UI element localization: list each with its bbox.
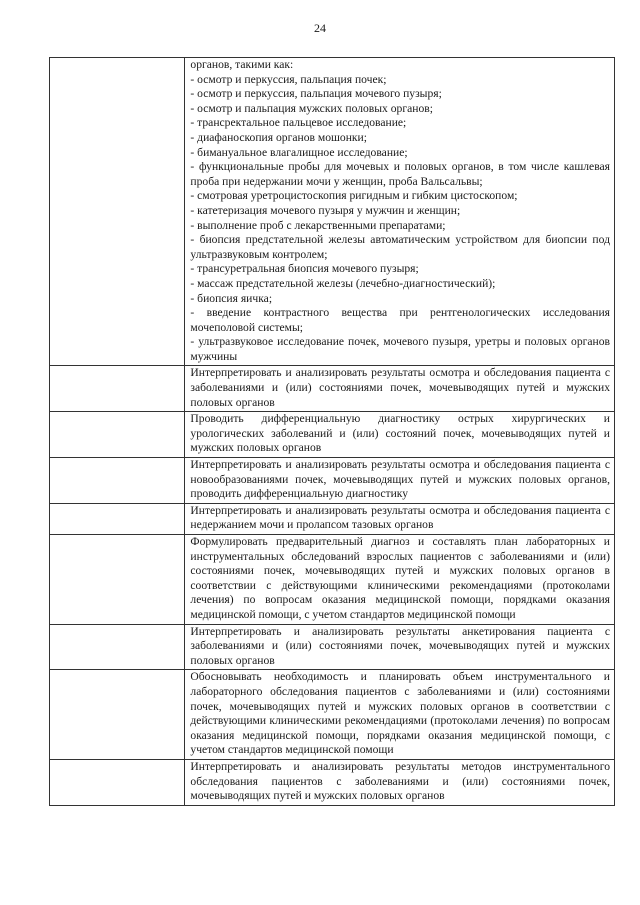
list-item: - осмотр и перкуссия, пальпация почек; (190, 72, 387, 86)
right-cell (185, 458, 615, 504)
right-cell (185, 759, 615, 805)
skill-text: Интерпретировать и анализировать результаты методов инструментального обследования пациентов с заболеваниями и (или) состояниями почек, мочевыводящих путей и мужских половых органов (190, 759, 610, 803)
skill-text: Интерпретировать и анализировать результаты осмотра и обследования пациента с заболеваниями и (или) состояниями почек, мочевыводящих путей и мужских половых органов (190, 366, 610, 409)
right-cell (185, 624, 615, 670)
page-number: 24 (314, 21, 326, 35)
left-cell (50, 503, 185, 534)
list-item: - ультразвуковое исследование почек, мочевого пузыря, уретры и половых органов мужчины (190, 335, 610, 363)
skill-text: Интерпретировать и анализировать результаты осмотра и обследования пациента с недержанием мочи и пролапсом тазовых органов (190, 503, 610, 532)
table-row (50, 759, 615, 805)
skill-text: Проводить дифференциальную диагностику острых хирургических и урологических заболеваний и (или) состояний почек, мочевыводящих путей и мужских половых органов (190, 412, 610, 455)
table-row (50, 503, 615, 534)
table-row (50, 412, 615, 458)
list-item: - биопсия яичка; (190, 291, 273, 305)
skill-text: Формулировать предварительный диагноз и составлять план лабораторных и инструментальных обследований взрослых пациентов с заболеваниями и (или) состояниями почек, мочевыводящих путей и мужских половых органов в соответствии с действующими клиническими рекомендациями (протоколами лечения) по вопросам оказания медицинской помощи, порядками оказания медицинской помощи, с учетом стандартов медицинской помощи (190, 535, 610, 621)
left-cell (50, 624, 185, 670)
list-item: органов, такими как: (190, 58, 294, 71)
list-item: - осмотр и пальпация мужских половых органов; (190, 101, 433, 115)
right-cell (185, 58, 615, 366)
table-row (50, 458, 615, 504)
left-cell (50, 670, 185, 760)
list-item: - смотровая уретроцистоскопия ригидным и гибким цистоскопом; (190, 189, 518, 203)
skill-text: Интерпретировать и анализировать результаты осмотра и обследования пациента с новообразованиями почек, мочевыводящих путей и мужских половых органов, проводить дифференциальную диагностику (190, 458, 610, 501)
list-item: - трансректальное пальцевое исследование; (190, 116, 407, 130)
left-cell (50, 535, 185, 625)
competency-table (49, 57, 615, 806)
skill-text: Обосновывать необходимость и планировать объем инструментального и лабораторного обследования пациентов с заболеваниями и (или) состояниями почек, мочевыводящих путей и мужских половых органов в соответствии с действующими клиническими рекомендациями (протоколами лечения) по вопросам оказания медицинской помощи, порядками оказания медицинской помощи, с учетом стандартов медицинской помощи (190, 670, 610, 757)
table-row (50, 535, 615, 625)
left-cell (50, 366, 185, 412)
list-item: - бимануальное влагалищное исследование; (190, 145, 408, 159)
table-row (50, 624, 615, 670)
list-item: - массаж предстательной железы (лечебно-диагностический); (190, 276, 496, 290)
right-cell (185, 503, 615, 534)
list-item: - диафаноскопия органов мошонки; (190, 130, 367, 144)
list-item: - осмотр и перкуссия, пальпация мочевого пузыря; (190, 87, 442, 101)
list-item: - функциональные пробы для мочевых и половых органов, в том числе кашлевая проба при недержании мочи у женщин, проба Вальсальвы; (190, 160, 610, 188)
list-item: - введение контрастного вещества при рентгенологических исследования мочеполовой системы; (190, 306, 610, 334)
right-cell (185, 412, 615, 458)
left-cell (50, 458, 185, 504)
list-item: - трансуретральная биопсия мочевого пузыря; (190, 262, 419, 276)
right-cell (185, 535, 615, 625)
left-cell (50, 58, 185, 366)
skill-text: Интерпретировать и анализировать результаты анкетирования пациента с заболеваниями и (или) состояниями почек, мочевыводящих путей и мужских половых органов (190, 624, 610, 667)
table-row (50, 366, 615, 412)
table-row (50, 58, 615, 366)
table-row (50, 670, 615, 760)
list-item: - катетеризация мочевого пузыря у мужчин и женщин; (190, 203, 461, 217)
right-cell (185, 670, 615, 760)
left-cell (50, 759, 185, 805)
left-cell (50, 412, 185, 458)
list-item: - биопсия предстательной железы автоматическим устройством для биопсии под ультразвуковым контролем; (190, 233, 610, 261)
list-item: - выполнение проб с лекарственными препаратами; (190, 218, 446, 232)
examination-methods-list (185, 58, 614, 365)
right-cell (185, 366, 615, 412)
